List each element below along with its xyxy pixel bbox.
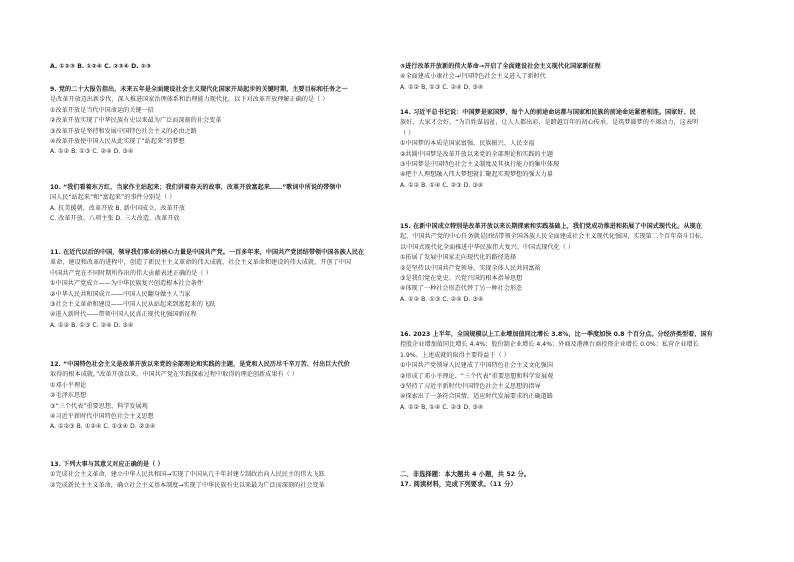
question-line: ③中国梦是中国特色社会主义制度及其执行能力的集中体现 bbox=[400, 161, 560, 169]
question-line: ③坚持了习近平新时代中国特色社会主义思想的指导 bbox=[400, 383, 541, 391]
question-line: ①中国梦的本质是国家富强、民族振兴、人民幸福 bbox=[400, 140, 535, 148]
question-stem: ③进行改革开放新的伟大革命→开启了全面建设社会主义现代化国家新征程 bbox=[400, 63, 601, 70]
question-line: ③改革开放是坚持和发展中国特色社会主义的必由之路 bbox=[50, 127, 197, 135]
question-line: ③“三个代表”重要思想、科学发展观 bbox=[50, 402, 148, 410]
question-line: 族好，大家才会好。“为百姓谋福祉，让人人都出彩，是跨越百年的初心传承，是筑梦圆梦的不竭动力，这表明 bbox=[400, 119, 699, 127]
question-block bbox=[400, 62, 740, 93]
question-block bbox=[50, 360, 390, 433]
question-line: A. ①② B. ①③ C. ②④ D. ③④ bbox=[50, 321, 134, 329]
question-line: ①拓展了发展中国家走向现代化的路径选择 bbox=[400, 254, 517, 262]
question-line: ②中华人民共和国成立——中国人民翻身做主人当家 bbox=[50, 290, 191, 298]
question-line: ③是我们党在党史、兴党兴国的根本指导思想 bbox=[400, 275, 523, 283]
question-stem: 二、非选择题：本大题共 4 小题，共 52 分。 bbox=[400, 471, 531, 478]
question-line: （ ） bbox=[400, 129, 415, 137]
question-block bbox=[50, 85, 390, 158]
question-stem: 10. “我们看着东方红，当家作主站起来；我们讲着春天的故事，改革开放富起来……”歌词中所说的带领中 bbox=[50, 184, 342, 191]
question-block bbox=[400, 330, 740, 413]
question-line: A. ①②③ B. ①②④ C. ①③④ D. ②③④ bbox=[50, 423, 156, 431]
question-stem: 16. 2023 上半年，全国规模以上工业增加值同比增长 3.8%，比一季度加快 0.8 个百分点。分经济类型看，国有 bbox=[400, 331, 713, 338]
question-line: A. ①② B. ①③ C. ②④ D. ③④ bbox=[400, 83, 484, 91]
question-line: 起，中国共产党的中心任务就是团结带领全国各族人民全面建成社会主义现代化强国，实现第二个百年奋斗目标， bbox=[400, 233, 708, 241]
question-block bbox=[50, 460, 390, 491]
question-line: ④探索出了一条符合国情、适应时代发展要求的正确道路 bbox=[400, 393, 553, 401]
question-line: ④改革开放使中国人民从此实现了“站起来”的梦想 bbox=[50, 138, 185, 146]
question-line: ②改革开放实现了中华民族有史以来最为广泛而深刻的社会变革 bbox=[50, 117, 222, 125]
question-line: A. 抗美援朝、改革开放 B. 新中国成立、改革开放 bbox=[50, 204, 186, 212]
question-block bbox=[50, 248, 390, 331]
question-line: ②完成新民主主义革命，确立社会主义基本制度→实现了中华民族有史以来最为广泛而深刻的社会变革 bbox=[50, 481, 325, 489]
question-line: 控股企业增加值同比增长 4.4%；股份制企业增长 4.4%；外商及港澳台商投资企业增长 0.0%；私营企业增长 bbox=[400, 341, 699, 349]
question-line: ②是坚持以中国共产党领导，实现全体人民共同富裕 bbox=[400, 264, 541, 272]
question-stem: 15. 在新中国成立特别是改革开放以来长期探索和实践基础上，我们党成功推进和拓展了中国式现代化。从现在 bbox=[400, 223, 702, 230]
question-line: ①改革开放是当代中国命运的关键一招 bbox=[50, 106, 154, 114]
question-line: A. ①② B. ①③ C. ②④ D. ③④ bbox=[50, 148, 134, 156]
question-line: ④全面建成小康社会→中国特色社会主义进入了新时代 bbox=[400, 73, 546, 81]
question-line: ①完成社会主义革命，建立中华人民共和国→实现了中国从几千年封建专制政治向人民民主的伟大飞跃 bbox=[50, 471, 325, 479]
question-line: 以中国式现代化全面推进中华民族伟大复兴。中国式现代化（ ） bbox=[400, 243, 575, 251]
question-line: 国人民“站起来”和“富起来”的事件分别是（ ） bbox=[50, 194, 176, 202]
question-line: 1.9%。上述成就的取得主要得益于（ ） bbox=[400, 351, 510, 359]
question-stem: 12. “中国特色社会主义是改革开放以来党的全部理论和实践的主题，是党和人民历尽千辛万苦、付出巨大代价 bbox=[50, 361, 350, 368]
question-line: ①邓小平理论 bbox=[50, 381, 87, 389]
question-line: ④体现了一种社会形态代替了另一种社会形态 bbox=[400, 285, 523, 293]
question-line: ②共圆中国梦是改革开放以来党的全部理论和实践的主题 bbox=[400, 150, 553, 158]
question-stem: 13. 下列大事与其意义对应正确的是（ ） bbox=[50, 461, 164, 468]
question-line: ④把个人理想融入伟大梦想就汇聚起实现梦想的强大力量 bbox=[400, 171, 553, 179]
question-line: 取得的根本成就。”改革开放以来，中国共产党在实践探索过程中取得的理论创新成果有（ ） bbox=[50, 371, 298, 379]
question-line: ③社会主义革命和建设——中国人民从站起来到富起来的飞跃 bbox=[50, 301, 216, 309]
question-line: A. ①② B. ①④ C. ②③ D. ③④ bbox=[400, 403, 484, 411]
question-line: 中国共产党在不同时期所作出的伟大贡献表述正确的是（ ） bbox=[50, 269, 212, 277]
question-line: ②毛泽东思想 bbox=[50, 392, 87, 400]
question-line: C. 改革开放、八项主张 D. 三大改造、改革开放 bbox=[50, 215, 180, 223]
question-stem: 14. 习近平总书记说：中国梦是家国梦，每个人的前途命运都与国家和民族的前途命运紧密相连。国家好、民 bbox=[400, 109, 696, 116]
question-line: ④进入新时代——带领中国人民真正现代化强国新征程 bbox=[50, 311, 197, 319]
question-block bbox=[400, 108, 740, 191]
question-line: 17. 阅读材料，完成下列要求。（11 分） bbox=[400, 481, 517, 489]
question-stem: 11. 在近代以后的中国，领导我们事业的核心力量是中国共产党。一百多年来，中国共产党团结带领中国各族人民在 bbox=[50, 249, 365, 256]
section-heading bbox=[400, 470, 740, 491]
question-block bbox=[400, 222, 740, 305]
question-line: 是改革开放迈出新步伐，深入推进国家治理体系和治理能力现代化。以下对改革开放理解正确的是（ ） bbox=[50, 96, 329, 104]
question-stem: A. ①②③ B. ①②④ C. ②③④ D. ②③ bbox=[50, 63, 152, 70]
question-block bbox=[50, 62, 390, 72]
question-block bbox=[50, 183, 390, 225]
question-line: A. ①② B. ①④ C. ②③ D. ③④ bbox=[400, 181, 484, 189]
question-stem: 9. 党的二十大报告指出，未来五年是全面建设社会主义现代化国家开局起步的关键时期，主要目标和任务之一 bbox=[50, 86, 348, 93]
question-line: ①中国共产党成立——为中华民族复兴创造根本社会条件 bbox=[50, 280, 203, 288]
question-line: ②形成了邓小平理论、“三个代表”重要思想和科学发展观 bbox=[400, 372, 554, 380]
question-line: ①中国共产党领导人民建成了中国特色社会主义文化强国 bbox=[400, 362, 553, 370]
question-line: A. ①② B. ①③ C. ②④ D. ③④ bbox=[400, 295, 484, 303]
question-line: 革命、建设和改革的进程中，创造了新民主主义革命的伟大成就、社会主义革命和建设的伟大成就，开创了中国 bbox=[50, 259, 352, 267]
question-line: ④习近平新时代中国特色社会主义思想 bbox=[50, 413, 154, 421]
